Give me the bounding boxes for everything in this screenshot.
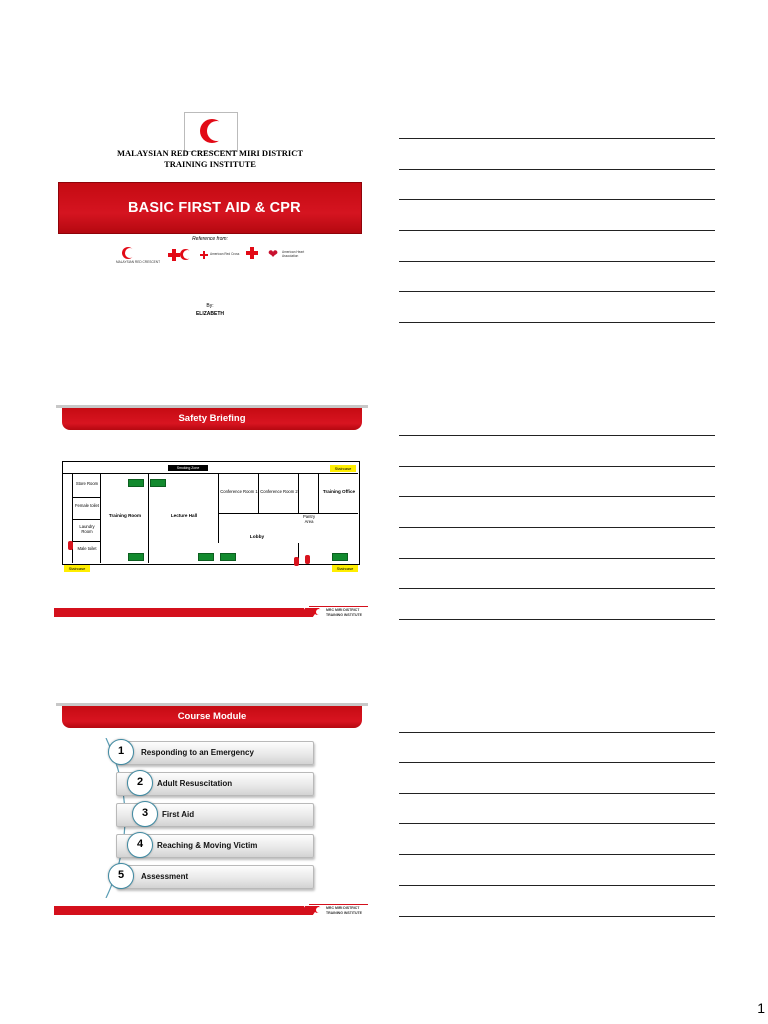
crescent-small-icon (180, 249, 191, 260)
note-line (399, 496, 715, 497)
module-number: 4 (136, 838, 144, 850)
staircase-bottom-left: Staircase (64, 565, 90, 572)
course-module-header (56, 703, 368, 730)
female-toilet-label: Female toilet (75, 503, 99, 508)
slide3-footer (54, 904, 368, 916)
module-label: Reaching & Moving Victim (157, 841, 258, 850)
mrc-logo-icon (122, 247, 134, 259)
module-number-badge (108, 739, 134, 765)
exit-sign-icon (150, 479, 166, 487)
staircase-bottom-right: Staircase (332, 565, 358, 572)
footer-crescent-icon (314, 906, 321, 913)
fire-extinguisher-icon (305, 555, 310, 564)
red-crescent-logo (184, 112, 238, 152)
lobby-label: Lobby (249, 535, 265, 540)
footer-line-2: TRAINING INSTITUTE (326, 910, 362, 915)
exit-sign-icon (128, 553, 144, 561)
note-line (399, 169, 715, 170)
safety-briefing-title: Safety Briefing (178, 413, 246, 424)
note-line (399, 435, 715, 436)
note-line (399, 619, 715, 620)
conference-room-2-label: Conference Room 2 (260, 489, 298, 494)
note-line (399, 230, 715, 231)
course-module-title: Course Module (177, 711, 247, 722)
footer-line-1: MRC MIRI DISTRICT (326, 906, 360, 910)
smoking-zone-label: Smoking Zone (168, 465, 208, 471)
note-line (399, 916, 715, 917)
reference-logos (116, 245, 306, 267)
title-banner (58, 182, 362, 234)
module-number: 2 (136, 776, 144, 788)
module-label: Assessment (141, 872, 189, 881)
module-item-5[interactable] (116, 865, 314, 889)
arc-cross-icon (200, 251, 208, 259)
safety-briefing-header (56, 405, 368, 432)
by-label: By: (206, 303, 214, 309)
note-line (399, 322, 715, 323)
footer-line-2: TRAINING INSTITUTE (326, 612, 362, 617)
staircase-top-right: Staircase (330, 465, 356, 472)
note-line (399, 291, 715, 292)
module-number: 5 (117, 869, 125, 881)
note-line (399, 199, 715, 200)
exit-sign-icon (128, 479, 144, 487)
reference-from: Reference from: (192, 236, 228, 242)
pantry-area-label: Pantry Area (302, 514, 316, 524)
red-cross-icon (168, 249, 180, 261)
note-line (399, 261, 715, 262)
laundry-room-label: Laundry Room (79, 524, 95, 534)
module-number-badge (132, 801, 158, 827)
author-name: ELIZABETH (195, 311, 225, 317)
store-room-label: Store Room (75, 481, 99, 486)
institute-line-1: MALAYSIAN RED CRESCENT MIRI DISTRICT (116, 148, 304, 158)
crescent-icon (200, 119, 224, 143)
slide2-footer (54, 606, 368, 618)
conference-room-1-label: Conference Room 1 (220, 489, 258, 494)
note-line (399, 588, 715, 589)
mrc-logo-label: MALAYSIAN RED CRESCENT (116, 260, 161, 264)
lecture-hall-label: Lecture Hall (170, 513, 198, 518)
module-number: 3 (141, 807, 149, 819)
module-number-badge (127, 770, 153, 796)
module-number: 1 (117, 745, 125, 757)
note-line (399, 466, 715, 467)
note-line (399, 854, 715, 855)
footer-crescent-icon (314, 608, 321, 615)
note-line (399, 732, 715, 733)
note-line (399, 885, 715, 886)
note-line (399, 793, 715, 794)
exit-sign-icon (198, 553, 214, 561)
institute-line-2: TRAINING INSTITUTE (164, 159, 256, 169)
footer-line-1: MRC MIRI DISTRICT (326, 608, 360, 612)
exit-sign-icon (332, 553, 348, 561)
note-line (399, 527, 715, 528)
fire-extinguisher-icon (294, 557, 299, 566)
note-line (399, 558, 715, 559)
note-line (399, 138, 715, 139)
institute-title (96, 148, 324, 170)
heart-cross-icon (246, 247, 258, 259)
module-label: First Aid (162, 810, 195, 819)
note-line (399, 762, 715, 763)
training-office-label: Training Office (322, 489, 356, 494)
training-room-label: Training Room (108, 513, 142, 518)
fire-extinguisher-icon (68, 541, 73, 550)
arc-logo-label: American Red Cross (210, 252, 240, 256)
module-item-1[interactable] (116, 741, 314, 765)
male-toilet-label: Male toilet (77, 546, 97, 551)
page-number: 1 (757, 1000, 765, 1016)
aha-logo-label: American Heart Association (282, 250, 305, 258)
module-label: Responding to an Emergency (141, 748, 254, 757)
module-label: Adult Resuscitation (157, 779, 233, 788)
floor-plan (62, 461, 360, 575)
note-line (399, 823, 715, 824)
module-number-badge (108, 863, 134, 889)
heart-icon: ❤ (268, 247, 279, 261)
module-number-badge (127, 832, 153, 858)
exit-sign-icon (220, 553, 236, 561)
presentation-title: BASIC FIRST AID & CPR (128, 200, 301, 216)
